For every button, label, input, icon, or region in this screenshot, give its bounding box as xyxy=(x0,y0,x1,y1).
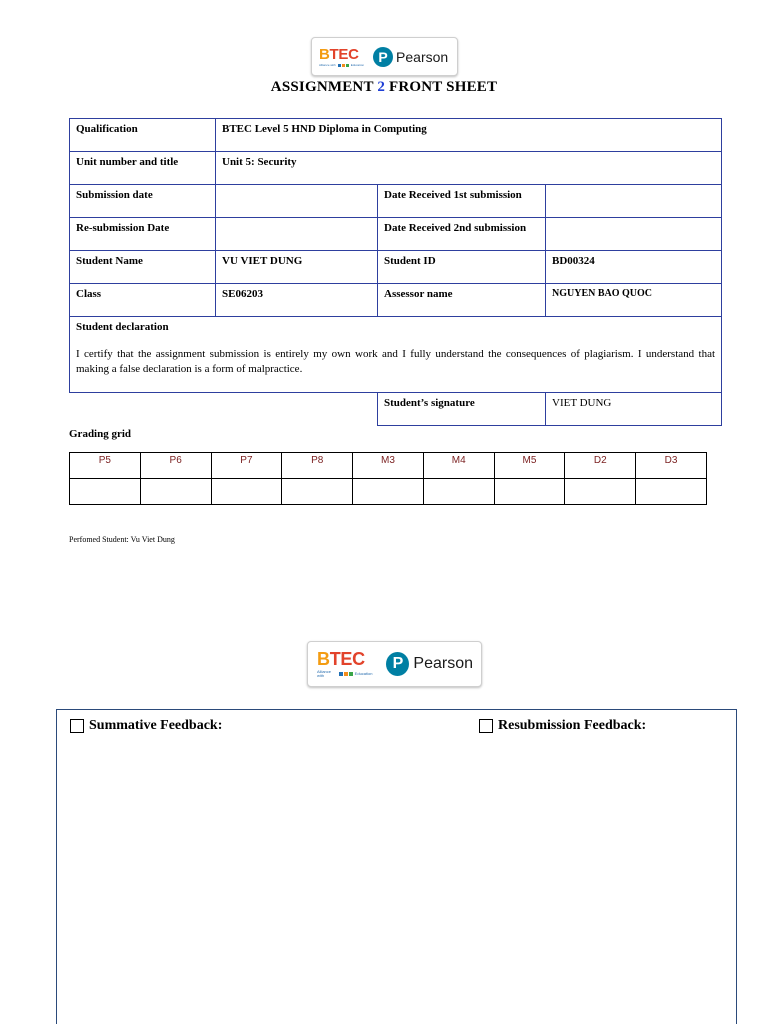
grading-header-row xyxy=(70,453,707,479)
student-name-value: VU VIET DUNG xyxy=(216,251,378,284)
summative-feedback xyxy=(70,718,222,734)
grade-cell-d2[interactable] xyxy=(565,479,636,505)
table-row xyxy=(70,393,722,426)
submission-date-label: Submission date xyxy=(70,185,216,218)
summative-feedback-label: Summative Feedback: xyxy=(89,718,223,733)
performed-student: Perfomed Student: Vu Viet Dung xyxy=(69,535,175,544)
grade-header-p8: P8 xyxy=(282,453,353,479)
student-name-label: Student Name xyxy=(70,251,216,284)
date-received-2-label: Date Received 2nd submission xyxy=(378,218,546,251)
student-declaration xyxy=(70,317,722,393)
pearson-icon: P xyxy=(373,47,393,67)
grade-header-d2: D2 xyxy=(565,453,636,479)
grade-cell-d3[interactable] xyxy=(636,479,707,505)
grade-header-m4: M4 xyxy=(423,453,494,479)
assessor-value: NGUYEN BAO QUOC xyxy=(546,284,722,317)
btec-tagline: Alliance with Education xyxy=(317,669,373,678)
table-row xyxy=(70,284,722,317)
declaration-title: Student declaration xyxy=(76,321,169,333)
date-received-1-label: Date Received 1st submission xyxy=(378,185,546,218)
grade-header-p6: P6 xyxy=(140,453,211,479)
qualification-value: BTEC Level 5 HND Diploma in Computing xyxy=(216,119,722,152)
table-row xyxy=(70,185,722,218)
grade-header-p5: P5 xyxy=(70,453,141,479)
btec-pearson-logo xyxy=(307,641,482,687)
resubmission-feedback-label: Resubmission Feedback: xyxy=(498,718,647,733)
fpt-icon xyxy=(339,672,353,676)
table-row xyxy=(70,317,722,393)
table-row xyxy=(70,251,722,284)
date-received-1-field[interactable] xyxy=(546,185,722,218)
student-id-label: Student ID xyxy=(378,251,546,284)
signature-label: Student’s signature xyxy=(378,393,546,426)
resubmission-feedback xyxy=(479,718,646,734)
btec-wordmark: BTEC xyxy=(319,45,359,63)
grading-grid-label: Grading grid xyxy=(69,428,132,440)
pearson-wordmark: Pearson xyxy=(413,655,473,672)
grade-header-p7: P7 xyxy=(211,453,282,479)
assessor-label: Assessor name xyxy=(378,284,546,317)
table-row xyxy=(70,119,722,152)
summative-feedback-checkbox[interactable] xyxy=(70,719,84,733)
grade-cell-m3[interactable] xyxy=(353,479,424,505)
class-label: Class xyxy=(70,284,216,317)
grading-grid xyxy=(69,452,707,505)
class-value: SE06203 xyxy=(216,284,378,317)
unit-value: Unit 5: Security xyxy=(216,152,722,185)
page-title: ASSIGNMENT 2 FRONT SHEET xyxy=(270,79,498,95)
resubmission-feedback-checkbox[interactable] xyxy=(479,719,493,733)
grade-header-m5: M5 xyxy=(494,453,565,479)
fpt-icon xyxy=(338,64,349,67)
btec-pearson-logo xyxy=(311,37,458,76)
grade-header-d3: D3 xyxy=(636,453,707,479)
btec-logo xyxy=(317,650,372,678)
student-id-value: BD00324 xyxy=(546,251,722,284)
grade-cell-m4[interactable] xyxy=(423,479,494,505)
grade-cell-p6[interactable] xyxy=(140,479,211,505)
pearson-icon: P xyxy=(386,652,409,676)
signature-value[interactable]: VIET DUNG xyxy=(546,393,722,426)
resubmission-date-label: Re-submission Date xyxy=(70,218,216,251)
feedback-box xyxy=(56,709,737,1024)
submission-date-field[interactable] xyxy=(216,185,378,218)
grade-cell-p5[interactable] xyxy=(70,479,141,505)
pearson-wordmark: Pearson xyxy=(396,48,449,65)
grade-cell-p8[interactable] xyxy=(282,479,353,505)
btec-tagline: Alliance with Education xyxy=(319,62,365,67)
btec-wordmark: BTEC xyxy=(317,649,365,669)
table-row xyxy=(70,152,722,185)
grading-value-row xyxy=(70,479,707,505)
date-received-2-field[interactable] xyxy=(546,218,722,251)
resubmission-date-field[interactable] xyxy=(216,218,378,251)
btec-logo xyxy=(319,47,364,67)
grade-header-m3: M3 xyxy=(353,453,424,479)
grade-cell-p7[interactable] xyxy=(211,479,282,505)
table-row xyxy=(70,218,722,251)
front-sheet-table xyxy=(69,118,722,426)
qualification-label: Qualification xyxy=(70,119,216,152)
unit-label: Unit number and title xyxy=(70,152,216,185)
declaration-text: I certify that the assignment submission is entirely my own work and I fully understand the consequences of plagiarism. I understand that making a false declaration is a form of malpractice. xyxy=(76,348,716,375)
empty-cell xyxy=(70,393,378,426)
grade-cell-m5[interactable] xyxy=(494,479,565,505)
